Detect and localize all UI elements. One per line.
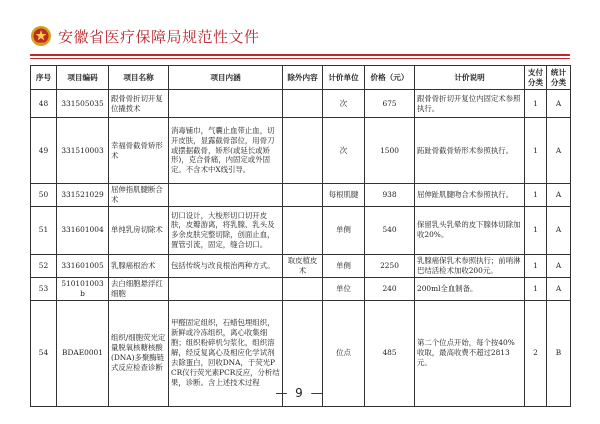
cell-name: 单纯乳房切除术: [109, 206, 169, 254]
header-rule-thick: [30, 54, 570, 56]
cell-stat: A: [547, 277, 571, 300]
table-row: [31, 184, 571, 207]
cell-name: 组织/细胞荧光定量脱氧核糖核酸(DNA)多聚酶链式反应检查诊断: [109, 300, 169, 406]
cell-price: 485: [365, 300, 415, 406]
cell-unit: 次: [323, 118, 365, 184]
col-header-code: 项目编码: [57, 66, 109, 90]
cell-unit: 单位: [323, 277, 365, 300]
cell-code: 331505035: [57, 90, 109, 118]
cell-price: 240: [365, 277, 415, 300]
cell-stat: A: [547, 118, 571, 184]
cell-name: 幸福骨截骨矫形术: [109, 118, 169, 184]
cell-note: 200ml全血制备。: [415, 277, 525, 300]
cell-code: 331601004: [57, 206, 109, 254]
cell-pay: 1: [525, 206, 547, 254]
page-number: — 9 —: [275, 386, 325, 400]
cell-pay: 1: [525, 254, 547, 277]
cell-content: 切口设计，大梭形切口切开皮肤，皮瓣游离，将乳腺、乳头及多余皮肤完整切除，创面止血，置管引流，固定，缝合切口。: [169, 206, 283, 254]
cell-content: 包括传统与改良根治两种方式。: [169, 254, 283, 277]
cell-note: 跟骨骨折切开复位内固定术参照执行。: [415, 90, 525, 118]
cell-note: 保留乳头乳晕的皮下腺体切除加收20%。: [415, 206, 525, 254]
cell-no: 53: [31, 277, 57, 300]
cell-pay: 1: [525, 184, 547, 207]
cell-unit: 次: [323, 90, 365, 118]
col-header-no: 序号: [31, 66, 57, 90]
header-rule-thin: [30, 58, 570, 59]
document-header: [30, 24, 260, 48]
cell-content: [169, 184, 283, 207]
cell-no: 50: [31, 184, 57, 207]
cell-note: 屈伸趾肌腱吻合术参照执行。: [415, 184, 525, 207]
cell-code: 331601005: [57, 254, 109, 277]
cell-exclusions: [283, 90, 323, 118]
table-header-row: [31, 66, 571, 90]
cell-name: 跟骨骨折切开复位撬拨术: [109, 90, 169, 118]
cell-name: 乳腺癌根治术: [109, 254, 169, 277]
table-row: [31, 90, 571, 118]
table-row: [31, 118, 571, 184]
col-header-note: 计价说明: [415, 66, 525, 90]
cell-name: 去白细胞悬浮红细胞: [109, 277, 169, 300]
cell-stat: A: [547, 254, 571, 277]
cell-code: 331521029: [57, 184, 109, 207]
table-row: [31, 206, 571, 254]
cell-note: 乳腺癌保乳术参照执行；前哨淋巴结活检术加收200元。: [415, 254, 525, 277]
cell-pay: 1: [525, 277, 547, 300]
cell-unit: 单侧: [323, 254, 365, 277]
cell-stat: B: [547, 300, 571, 406]
cell-content: 甲醛固定组织，石蜡包埋组织，新鲜或冷冻组织，离心收集细胞；组织粉碎机匀浆化，组织溶解，经反复离心及相应化学试剂去除蛋白，回收DNA，于荧光PCR仪行荧光素PCR反应，分析结果，诊断。含上述技术过程: [169, 300, 283, 406]
cell-content: [169, 90, 283, 118]
cell-pay: 1: [525, 90, 547, 118]
cell-content: 消毒铺巾，气囊止血带止血，切开皮肤，显露截骨部位，用骨刀或摆据截骨，矫形(或延长或矫形)，克合骨痛，内固定或外固定。不含术中X线引导。: [169, 118, 283, 184]
cell-exclusions: 取皮植皮术: [283, 254, 323, 277]
cell-price: 1500: [365, 118, 415, 184]
cell-unit: 每根肌腱: [323, 184, 365, 207]
col-header-pay: 支付分类: [525, 66, 547, 90]
cell-price: 2250: [365, 254, 415, 277]
col-header-price: 价格（元）: [365, 66, 415, 90]
fee-table: [30, 65, 571, 407]
cell-code: 331510003: [57, 118, 109, 184]
cell-no: 51: [31, 206, 57, 254]
col-header-unit: 计价单位: [323, 66, 365, 90]
cell-unit: 单侧: [323, 206, 365, 254]
cell-pay: 1: [525, 118, 547, 184]
table-row: [31, 254, 571, 277]
cell-price: 540: [365, 206, 415, 254]
cell-price: 675: [365, 90, 415, 118]
cell-no: 54: [31, 300, 57, 406]
cell-no: 52: [31, 254, 57, 277]
cell-stat: A: [547, 206, 571, 254]
cell-price: 938: [365, 184, 415, 207]
col-header-exclusions: 除外内容: [283, 66, 323, 90]
cell-pay: 2: [525, 300, 547, 406]
cell-no: 48: [31, 90, 57, 118]
cell-note: 跖趾骨截骨矫形术参照执行。: [415, 118, 525, 184]
cell-code: 510101003b: [57, 277, 109, 300]
cell-stat: A: [547, 90, 571, 118]
cell-unit: 位点: [323, 300, 365, 406]
cell-exclusions: [283, 184, 323, 207]
cell-code: BDAE0001: [57, 300, 109, 406]
cell-stat: A: [547, 184, 571, 207]
cell-exclusions: [283, 118, 323, 184]
cell-exclusions: [283, 206, 323, 254]
national-emblem-icon: [30, 25, 52, 47]
col-header-stat: 统计分类: [547, 66, 571, 90]
cell-exclusions: [283, 277, 323, 300]
col-header-content: 项目内涵: [169, 66, 283, 90]
table-row: [31, 277, 571, 300]
cell-note: 第二个位点开始，每个按40%收取，最高收费不超过2813元。: [415, 300, 525, 406]
cell-no: 49: [31, 118, 57, 184]
cell-name: 屈伸指肌腱断合术: [109, 184, 169, 207]
col-header-name: 项目名称: [109, 66, 169, 90]
document-title: 安徽省医疗保障局规范性文件: [58, 27, 260, 46]
cell-content: [169, 277, 283, 300]
